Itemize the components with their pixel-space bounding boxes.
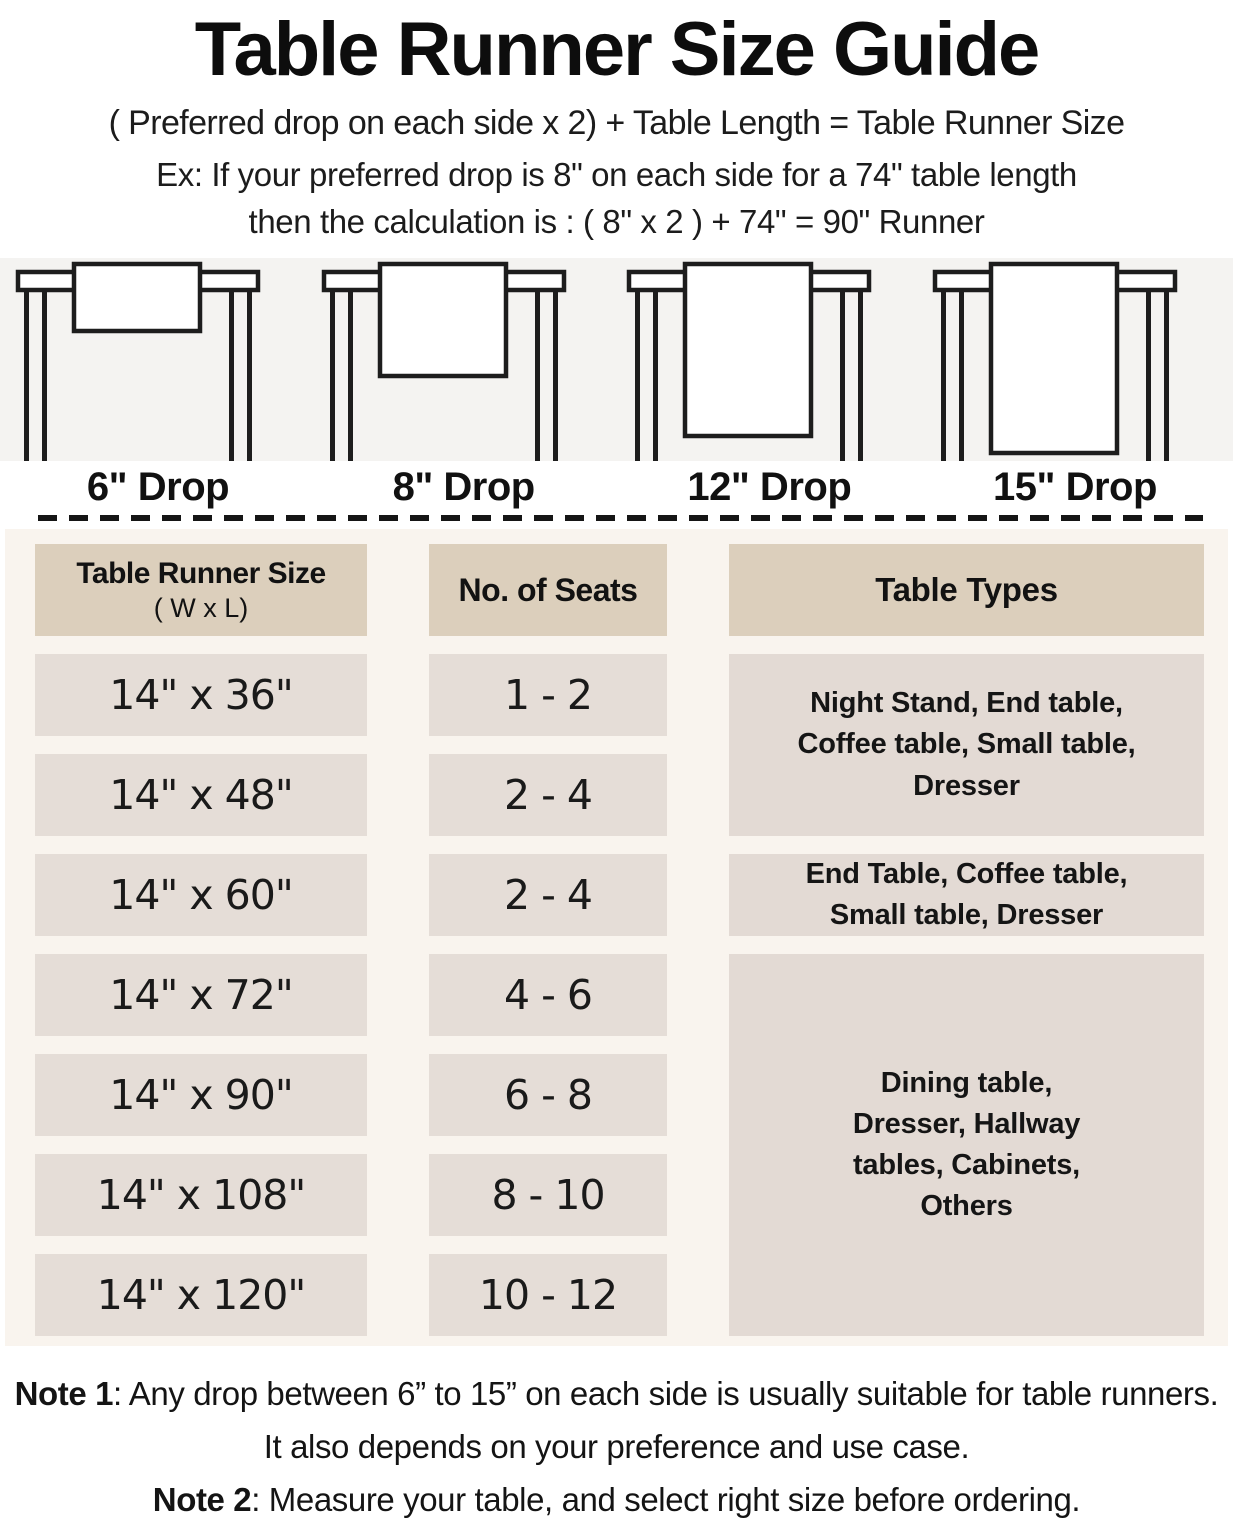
page-title: Table Runner Size Guide	[194, 7, 1039, 92]
table-row-size: 14" x 48"	[35, 754, 367, 836]
drop-illustrations	[0, 258, 1233, 461]
example-line-1: Ex: If your preferred drop is 8" on each side for a 74" table length	[156, 156, 1077, 193]
formula-line: ( Preferred drop on each side x 2) + Table Length = Table Runner Size	[108, 104, 1125, 142]
table-types-group-1: Night Stand, End table, Coffee table, Small table, Dresser	[729, 654, 1204, 836]
size-table	[35, 544, 1228, 1336]
table-row-seats: 10 - 12	[429, 1254, 667, 1336]
table-row-size: 14" x 72"	[35, 954, 367, 1036]
table-with-runner-15-drop-icon	[925, 258, 1225, 461]
table-types-group-3: Dining table, Dresser, Hallway tables, Cabinets, Others	[729, 954, 1204, 1336]
column-header-table-types: Table Types	[729, 544, 1204, 636]
note-2-text: : Measure your table, and select right size before ordering.	[251, 1480, 1081, 1518]
example-line-2: then the calculation is : ( 8" x 2 ) + 74" = 90" Runner	[248, 203, 985, 240]
table-row-seats: 4 - 6	[429, 954, 667, 1036]
dashed-divider	[38, 515, 1203, 521]
drop-label-8: 8" Drop	[392, 464, 535, 509]
column-header-seats: No. of Seats	[429, 544, 667, 636]
table-with-runner-12-drop-icon	[619, 258, 919, 461]
header	[0, 0, 1233, 241]
column-header-runner-size	[35, 544, 367, 636]
drop-labels-row	[0, 461, 1233, 513]
note-1-text: : Any drop between 6” to 15” on each side is usually suitable for table runners. It also depends on your preference and use case.	[113, 1375, 1219, 1465]
note-1-label: Note 1	[14, 1375, 114, 1412]
note-1	[14, 1368, 1219, 1474]
table-with-runner-6-drop-icon	[8, 258, 308, 461]
table-row-seats: 2 - 4	[429, 854, 667, 936]
table-row-seats: 1 - 2	[429, 654, 667, 736]
size-table-panel	[5, 529, 1228, 1346]
column-header-runner-size-title: Table Runner Size	[76, 556, 326, 590]
table-row-seats: 6 - 8	[429, 1054, 667, 1136]
drop-label-15: 15" Drop	[993, 464, 1157, 509]
table-types-group-2: End Table, Coffee table, Small table, Dresser	[729, 854, 1204, 936]
table-with-runner-8-drop-icon	[314, 258, 614, 461]
table-row-size: 14" x 36"	[35, 654, 367, 736]
table-row-size: 14" x 90"	[35, 1054, 367, 1136]
table-row-size: 14" x 108"	[35, 1154, 367, 1236]
table-row-seats: 8 - 10	[429, 1154, 667, 1236]
drop-label-12: 12" Drop	[687, 464, 852, 509]
drop-label-6: 6" Drop	[86, 464, 230, 509]
table-row-seats: 2 - 4	[429, 754, 667, 836]
notes-section	[0, 1368, 1233, 1526]
table-row-size: 14" x 60"	[35, 854, 367, 936]
table-row-size: 14" x 120"	[35, 1254, 367, 1336]
note-2-label: Note 2	[152, 1480, 252, 1518]
column-header-runner-size-sub: ( W x L)	[153, 592, 249, 623]
